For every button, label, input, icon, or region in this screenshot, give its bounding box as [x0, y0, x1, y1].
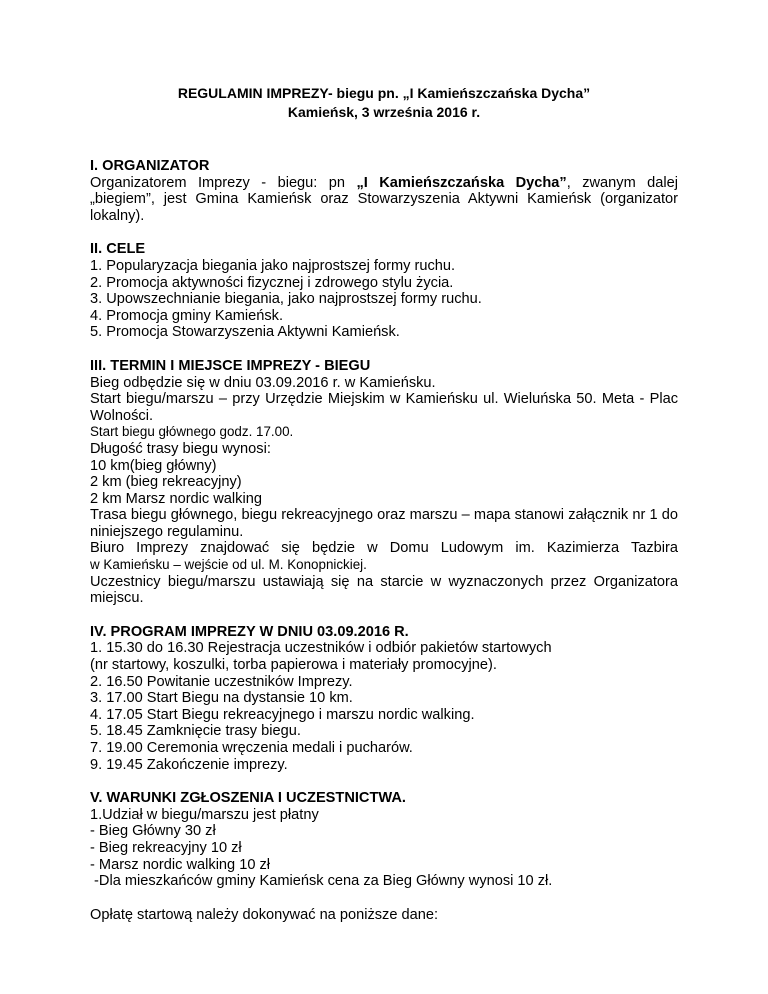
paragraph: 10 km(bieg główny)	[90, 457, 217, 474]
section-organizator	[90, 158, 678, 224]
list-item: 4. 17.05 Start Biegu rekreacyjnego i marszu nordic walking.	[90, 706, 475, 723]
paragraph: Start biegu głównego godz. 17.00.	[90, 424, 294, 440]
section-heading: II. CELE	[90, 241, 146, 258]
list-item: -Dla mieszkańców gminy Kamieńsk cena za Bieg Główny wynosi 10 zł.	[90, 873, 553, 890]
list-item: 1. 15.30 do 16.30 Rejestracja uczestników i odbiór pakietów startowych	[90, 640, 552, 657]
paragraph: w Kamieńsku – wejście od ul. M. Konopnickiej.	[90, 557, 367, 573]
paragraph-text: Organizatorem Imprezy - biegu: pn	[90, 174, 357, 191]
list-item: 5. 18.45 Zamknięcie trasy biegu.	[90, 723, 301, 740]
list-item: 1. Popularyzacja biegania jako najprostszej formy ruchu.	[90, 257, 456, 274]
paragraph: 2 km Marsz nordic walking	[90, 490, 262, 507]
title-line-1: REGULAMIN IMPREZY- biegu pn. „I Kamieńszczańska Dycha”	[177, 85, 591, 101]
paragraph: Start biegu/marszu – przy Urzędzie Miejskim w Kamieńsku ul. Wieluńska 50. Meta - Plac Wolności.	[90, 391, 678, 424]
document-page	[90, 84, 678, 923]
paragraph: 2 km (bieg rekreacyjny)	[90, 474, 242, 491]
list-item: 9. 19.45 Zakończenie imprezy.	[90, 756, 288, 773]
document-title	[90, 84, 678, 122]
section-heading: III. TERMIN I MIEJSCE IMPREZY - BIEGU	[90, 357, 371, 374]
event-name: „I Kamieńszczańska Dycha”	[356, 174, 567, 191]
paragraph: Biuro Imprezy znajdować się będzie w Domu Ludowym im. Kazimierza Tazbira	[90, 540, 678, 557]
list-item: - Marsz nordic walking 10 zł	[90, 856, 271, 873]
section-heading: I. ORGANIZATOR	[90, 158, 210, 174]
section-cele	[90, 241, 678, 341]
paragraph: Bieg odbędzie się w dniu 03.09.2016 r. w Kamieńsku.	[90, 374, 436, 391]
section-program	[90, 624, 678, 773]
paragraph: Długość trasy biegu wynosi:	[90, 440, 271, 457]
list-item: 1.Udział w biegu/marszu jest płatny	[90, 806, 319, 823]
list-item: 2. 16.50 Powitanie uczestników Imprezy.	[90, 673, 353, 690]
list-item: 5. Promocja Stowarzyszenia Aktywni Kamieńsk.	[90, 324, 400, 341]
payment-note: Opłatę startową należy dokonywać na poniższe dane:	[90, 906, 439, 923]
list-item: - Bieg rekreacyjny 10 zł	[90, 839, 242, 856]
list-item: - Bieg Główny 30 zł	[90, 823, 216, 840]
section-termin	[90, 358, 678, 607]
title-line-2: Kamieńsk, 3 września 2016 r.	[287, 104, 481, 120]
section-heading: IV. PROGRAM IMPREZY W DNIU 03.09.2016 R.	[90, 623, 409, 640]
list-item: 2. Promocja aktywności fizycznej i zdrowego stylu życia.	[90, 274, 454, 291]
paragraph: Uczestnicy biegu/marszu ustawiają się na starcie w wyznaczonych przez Organizatora miejscu.	[90, 573, 678, 607]
list-item: 3. Upowszechnianie biegania, jako najprostszej formy ruchu.	[90, 291, 482, 308]
section-warunki	[90, 790, 678, 890]
list-item: 7. 19.00 Ceremonia wręczenia medali i pucharów.	[90, 740, 413, 756]
list-item: (nr startowy, koszulki, torba papierowa i materiały promocyjne).	[90, 657, 497, 674]
list-item: 4. Promocja gminy Kamieńsk.	[90, 307, 284, 324]
paragraph-text: , zwanym dalej „biegiem”, jest Gmina Kamieńsk oraz Stowarzyszenia Aktywni Kamieńsk (organizator lokalny).	[90, 174, 679, 224]
section-paragraph	[90, 175, 678, 225]
paragraph: Trasa biegu głównego, biegu rekreacyjnego oraz marszu – mapa stanowi załącznik nr 1 do niniejszego regulaminu.	[90, 507, 678, 540]
section-heading: V. WARUNKI ZGŁOSZENIA I UCZESTNICTWA.	[90, 790, 406, 807]
list-item: 3. 17.00 Start Biegu na dystansie 10 km.	[90, 690, 353, 707]
